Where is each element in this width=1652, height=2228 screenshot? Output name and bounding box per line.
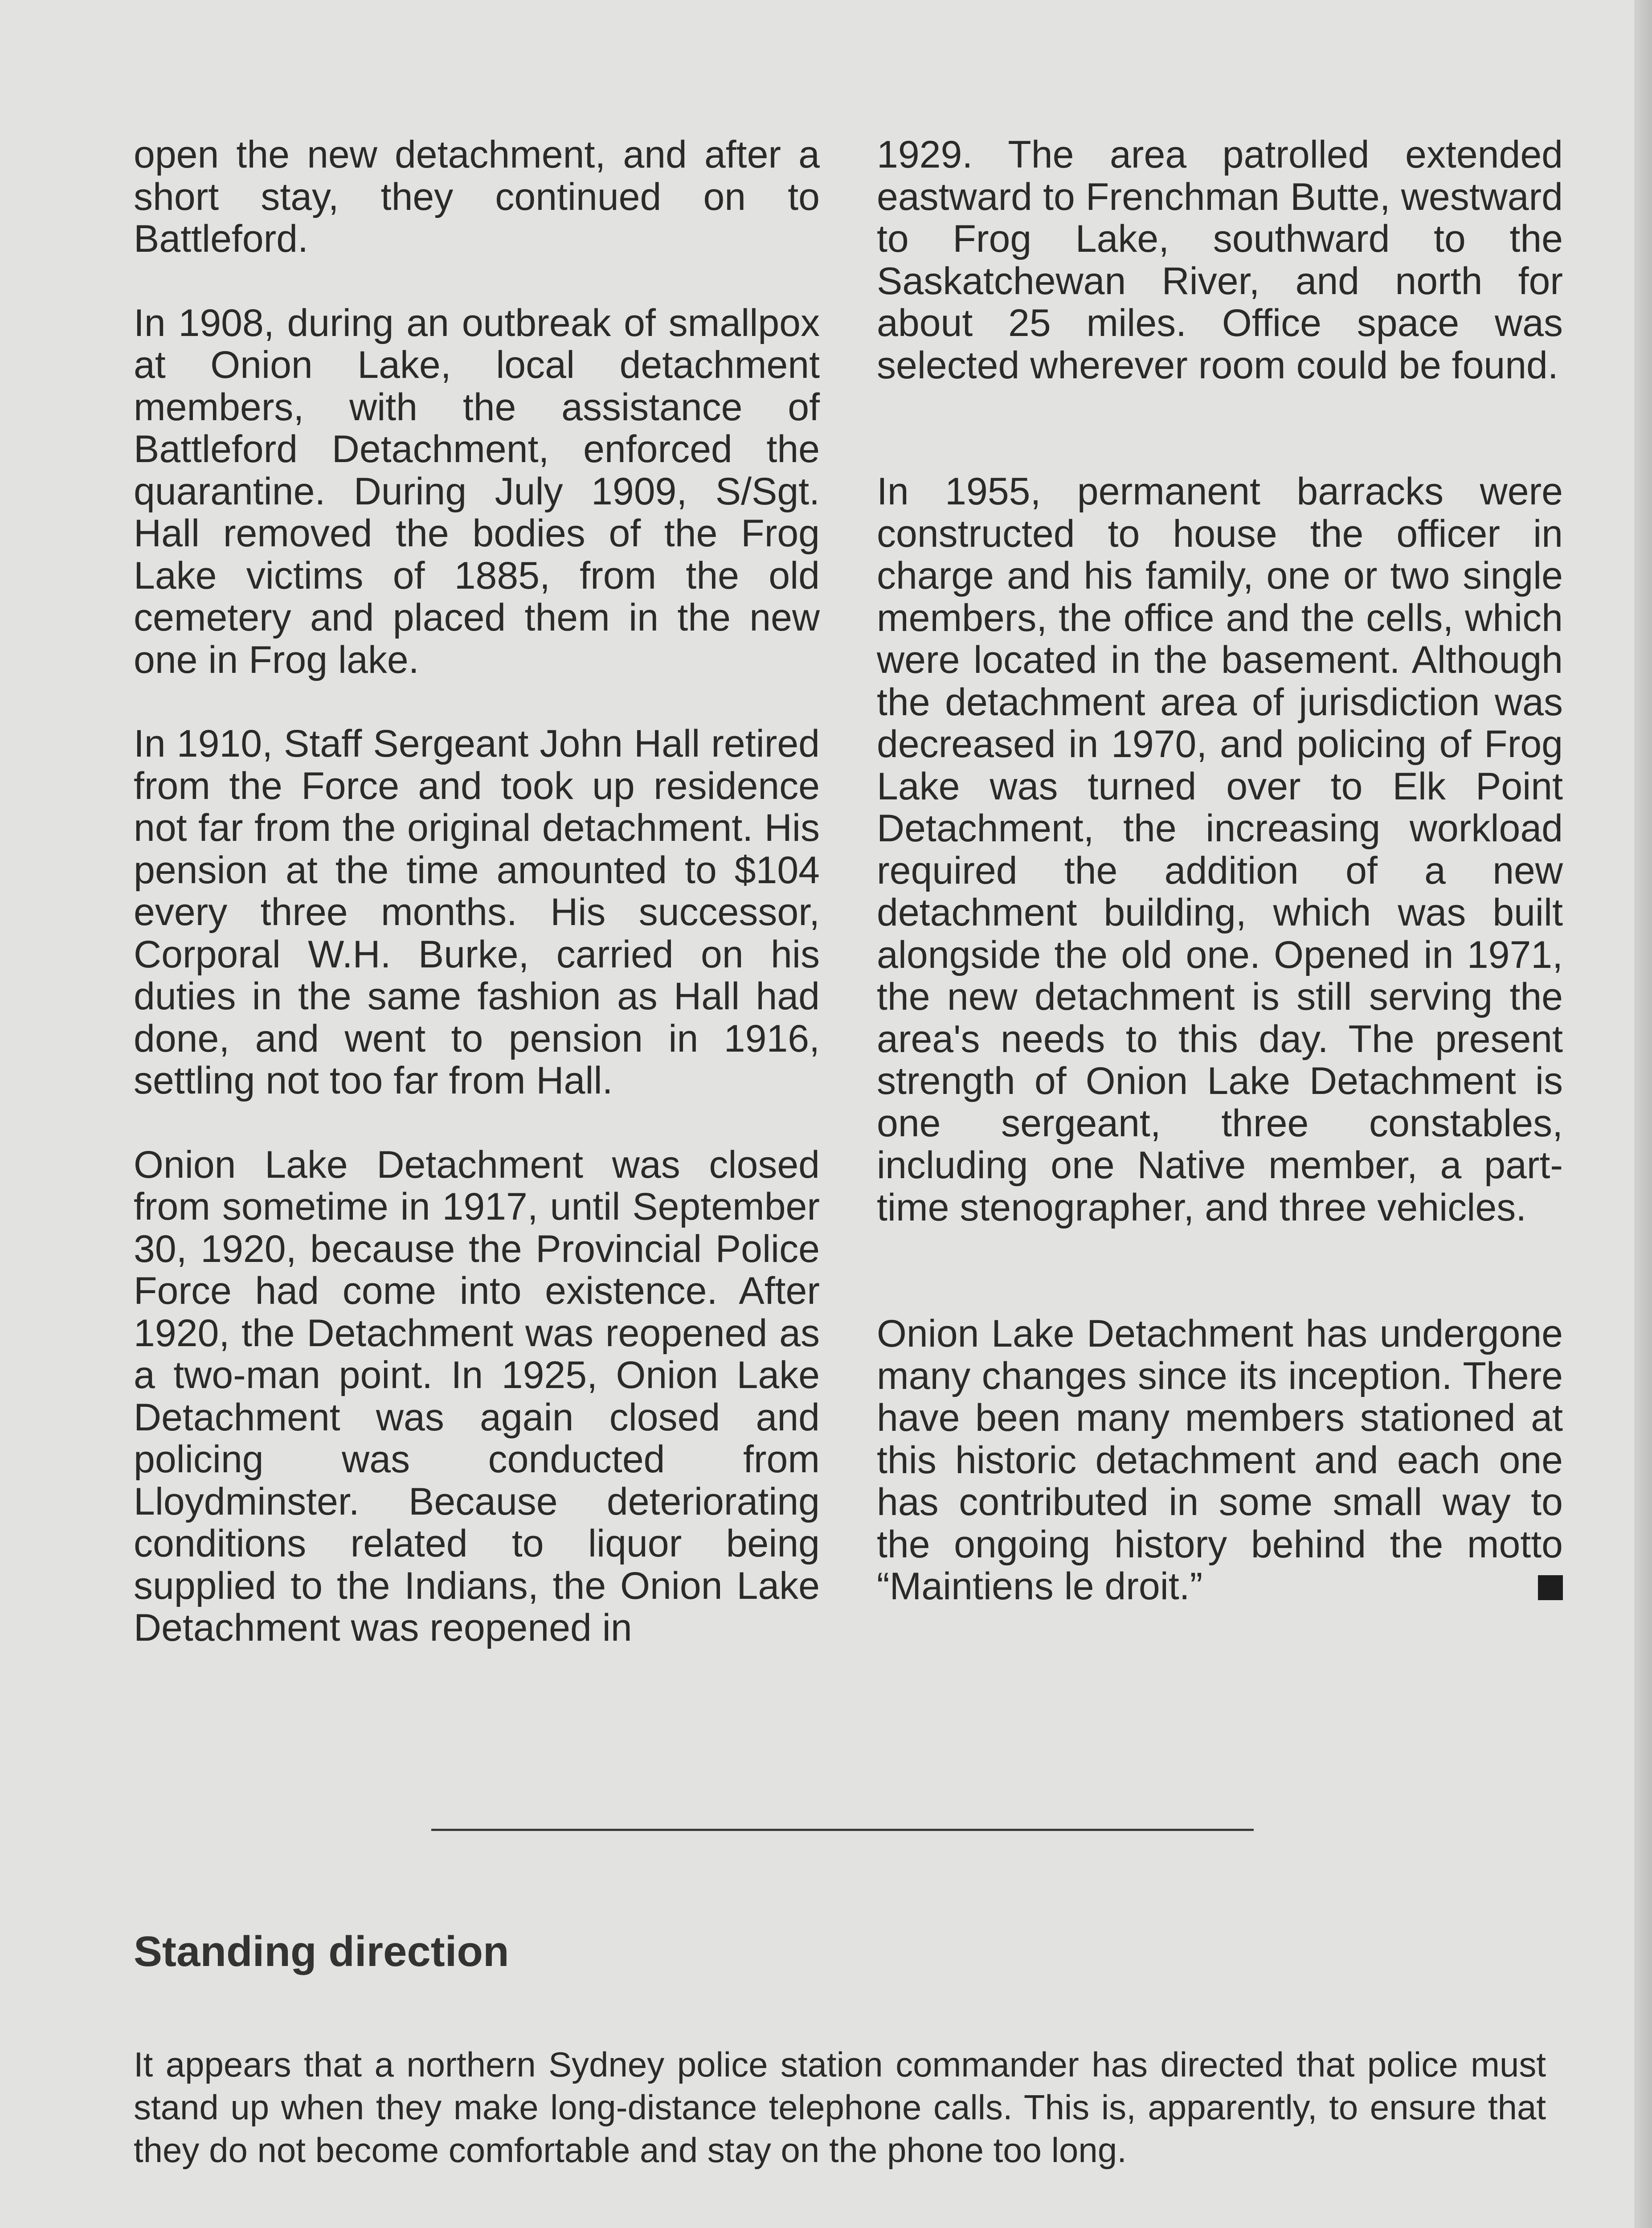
section-heading: Standing direction bbox=[134, 1928, 509, 1975]
article-paragraph: In 1910, Staff Sergeant John Hall retired from the Force and took up residence not far from the original detachment. His pension at the time amounted to $104 every three months. His successor, Corporal W.H. Burke, carried on his duties in the same fashion as Hall had done, and went to pension in 1916, settling not too far from Hall. bbox=[134, 722, 820, 1102]
article-paragraph: In 1955, permanent barracks were constructed to house the officer in charge and his family, one or two single members, the office and the cells, which were located in the basement. Although the detachment area of jurisdiction was decreased in 1970, and policing of Frog Lake was turned over to Elk Point Detachment, the increasing workload required the addition of a new detachment building, which was built alongside the old one. Opened in 1971, the new detachment is still serving the area's needs to this day. The present strength of Onion Lake Detachment is one sergeant, three constables, including one Native member, a part-time stenographer, and three vehicles. bbox=[877, 470, 1563, 1229]
section-body-text: It appears that a northern Sydney police station commander has directed that police must stand up when they make long-distance telephone calls. This is, apparently, to ensure that they do not become comfortable and stay on the phone too long. bbox=[134, 2045, 1546, 2170]
article-paragraph-final bbox=[877, 1313, 1563, 1608]
article-paragraph: open the new detachment, and after a short stay, they continued on to Battleford. bbox=[134, 133, 820, 260]
article-right-column bbox=[877, 134, 1563, 1608]
article-paragraph: In 1908, during an outbreak of smallpox at Onion Lake, local detachment members, with the assistance of Battleford Detachment, enforced the quarantine. During July 1909, S/Sgt. Hall removed the bodies of the Frog Lake victims of 1885, from the old cemetery and placed them in the new one in Frog lake. bbox=[134, 301, 820, 681]
article-left-column bbox=[134, 134, 820, 1649]
article-paragraph: 1929. The area patrolled extended eastward to Frenchman Butte, westward to Frog Lake, southward to the Saskatchewan River, and north for about 25 miles. Office space was selected wherever room could be found. bbox=[877, 133, 1563, 387]
final-paragraph-text: Onion Lake Detachment has undergone many changes since its inception. There have been many members stationed at this historic detachment and each one has contributed in some small way to the ongoing history behind the motto “Maintiens le droit.” bbox=[877, 1312, 1563, 1608]
section-divider-rule bbox=[431, 1829, 1254, 1831]
page-edge-shadow bbox=[1634, 0, 1652, 2228]
article-paragraph: Onion Lake Detachment was closed from sometime in 1917, until September 30, 1920, because the Provincial Police Force had come into existence. After 1920, the Detachment was reopened as a two-man point. In 1925, Onion Lake Detachment was again closed and policing was conducted from Lloydminster. Because deteriorating conditions related to liquor being supplied to the Indians, the Onion Lake Detachment was reopened in bbox=[134, 1143, 820, 1649]
end-of-article-square-icon bbox=[1538, 1575, 1563, 1600]
